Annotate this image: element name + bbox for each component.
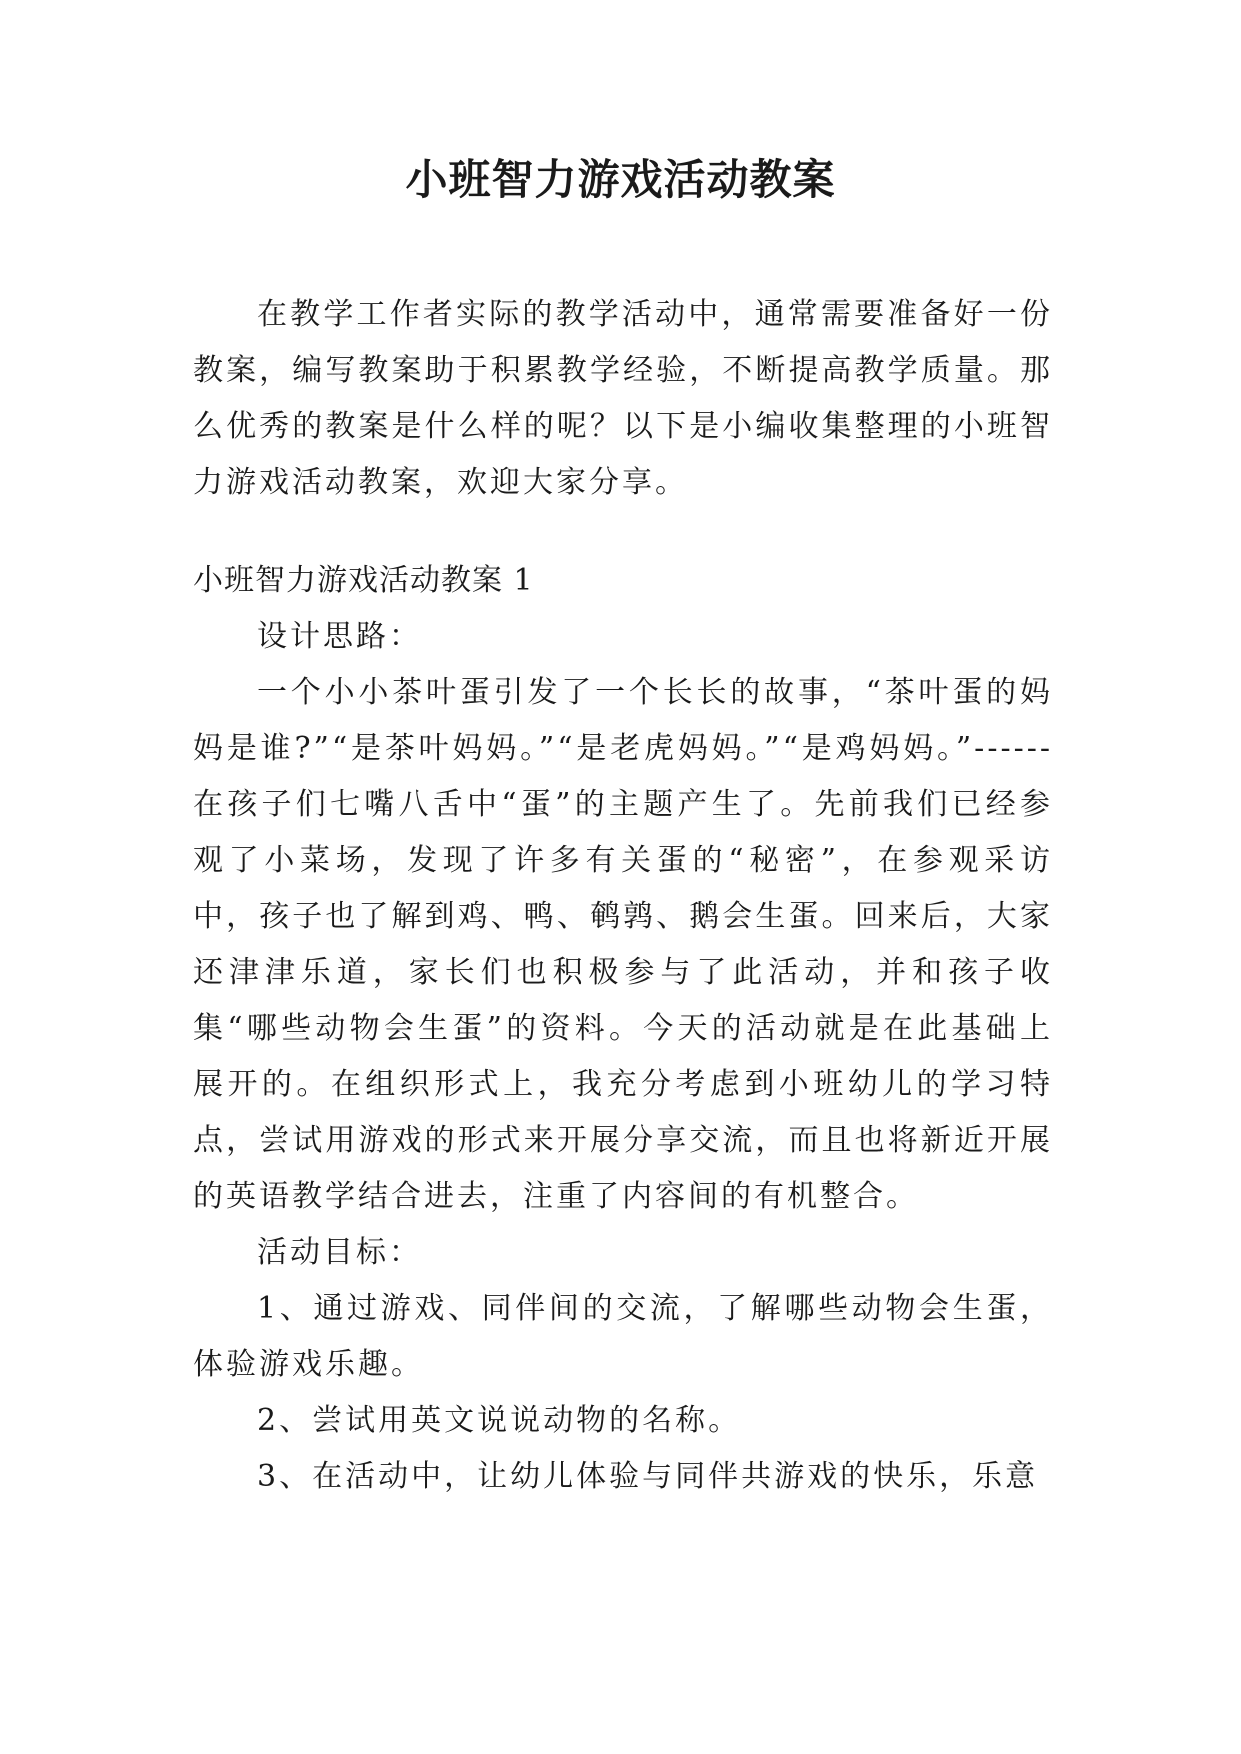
intro-paragraph: 在教学工作者实际的教学活动中，通常需要准备好一份教案，编写教案助于积累教学经验，不断提高教学质量。那么优秀的教案是什么样的呢？以下是小编收集整理的小班智力游戏活动教案，欢迎大家分享。 xyxy=(193,297,1053,500)
document-body xyxy=(193,287,1053,1505)
goal-item: 2、尝试用英文说说动物的名称。 xyxy=(257,1403,742,1438)
section-heading: 小班智力游戏活动教案 1 xyxy=(193,563,534,598)
goal-item: 3、在活动中，让幼儿体验与同伴共游戏的快乐，乐意 xyxy=(257,1459,1039,1494)
goals-label: 活动目标： xyxy=(257,1235,422,1270)
design-paragraph: 一个小小茶叶蛋引发了一个长长的故事，“茶叶蛋的妈妈是谁?”“是茶叶妈妈。”“是老虎妈妈。”“是鸡妈妈。”------在孩子们七嘴八舌中“蛋”的主题产生了。先前我们已经参观了小菜场，发现了许多有关蛋的“秘密”，在参观采访中，孩子也了解到鸡、鸭、鹌鹑、鹅会生蛋。回来后，大家还津津乐道，家长们也积极参与了此活动，并和孩子收集“哪些动物会生蛋”的资料。今天的活动就是在此基础上展开的。在组织形式上，我充分考虑到小班幼儿的学习特点，尝试用游戏的形式来开展分享交流，而且也将新近开展的英语教学结合进去，注重了内容间的有机整合。 xyxy=(193,675,1053,1214)
spacer xyxy=(193,511,1053,553)
document-title: 小班智力游戏活动教案 xyxy=(405,155,836,204)
design-label: 设计思路： xyxy=(257,619,422,654)
goal-item: 1、通过游戏、同伴间的交流，了解哪些动物会生蛋，体验游戏乐趣。 xyxy=(193,1291,1053,1382)
